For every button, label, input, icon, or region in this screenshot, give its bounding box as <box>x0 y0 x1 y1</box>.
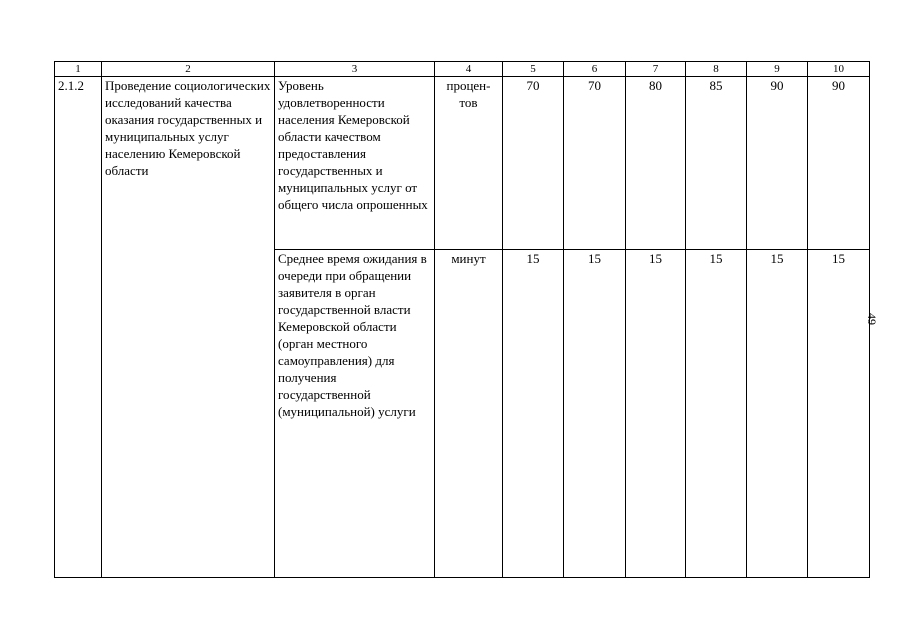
value-cell: 70 <box>503 77 564 250</box>
value-cell: 15 <box>747 250 808 578</box>
header-cell-3: 3 <box>275 62 435 77</box>
header-cell-10: 10 <box>808 62 870 77</box>
value-cell: 15 <box>564 250 626 578</box>
header-cell-8: 8 <box>686 62 747 77</box>
activity-name: Проведение социологических исследований качества оказания государственных и муниципальных услуг населению Кемеровской области <box>102 77 275 578</box>
indicator-unit: минут <box>435 250 503 578</box>
value-cell: 15 <box>808 250 870 578</box>
header-cell-9: 9 <box>747 62 808 77</box>
header-cell-4: 4 <box>435 62 503 77</box>
header-cell-2: 2 <box>102 62 275 77</box>
row-code: 2.1.2 <box>55 77 102 578</box>
page-number: 49 <box>865 313 879 325</box>
header-cell-6: 6 <box>564 62 626 77</box>
indicator-unit: процен-тов <box>435 77 503 250</box>
value-cell: 15 <box>626 250 686 578</box>
value-cell: 90 <box>808 77 870 250</box>
value-cell: 15 <box>503 250 564 578</box>
value-cell: 70 <box>564 77 626 250</box>
value-cell: 80 <box>626 77 686 250</box>
indicators-table <box>54 61 870 578</box>
table-row <box>55 77 870 250</box>
indicator-name: Уровень удовлетворенности населения Кемеровской области качеством предоставления государственных и муниципальных услуг от общего числа опрошенных <box>275 77 435 250</box>
header-cell-1: 1 <box>55 62 102 77</box>
header-row <box>55 62 870 77</box>
header-cell-7: 7 <box>626 62 686 77</box>
value-cell: 15 <box>686 250 747 578</box>
indicator-name: Среднее время ожидания в очереди при обращении заявителя в орган государственной власти Кемеровской области (орган местного самоуправления) для получения государственной (муниципальной) услуги <box>275 250 435 578</box>
header-cell-5: 5 <box>503 62 564 77</box>
value-cell: 90 <box>747 77 808 250</box>
value-cell: 85 <box>686 77 747 250</box>
